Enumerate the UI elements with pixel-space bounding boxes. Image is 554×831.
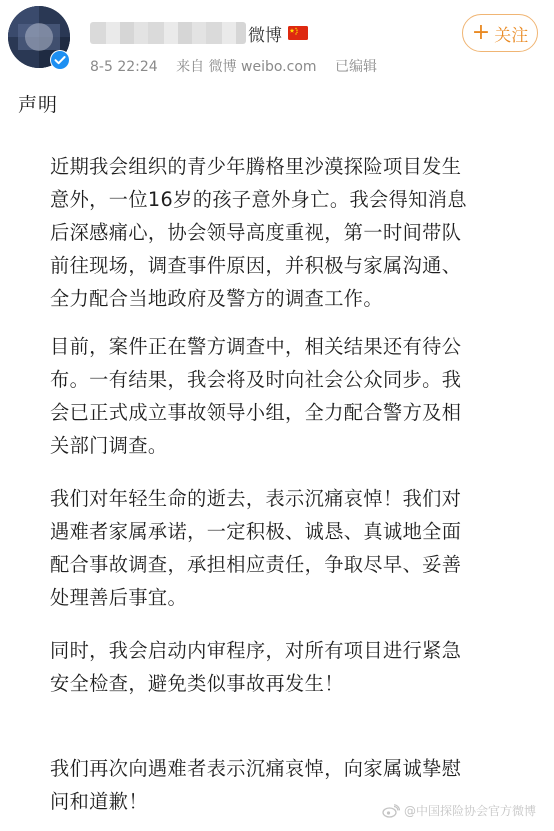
paragraph-line: 问和道歉！: [50, 790, 148, 813]
paragraph-line: 会已正式成立事故领导小组，全力配合警方及相: [50, 401, 462, 424]
blurred-name: [90, 22, 246, 44]
watermark: [382, 802, 536, 819]
paragraph: [50, 150, 512, 315]
paragraph-line: 遇难者家属承诺，一定积极、诚恳、真诚地全面: [50, 520, 462, 543]
paragraph-line: 布。一有结果，我会将及时向社会公众同步。我: [50, 368, 462, 391]
plus-icon: +: [471, 20, 491, 45]
follow-button[interactable]: [462, 14, 538, 52]
paragraph-line: 目前，案件正在警方调查中，相关结果还有待公: [50, 335, 462, 358]
paragraph-line: 关部门调查。: [50, 434, 168, 457]
post-header: [0, 0, 554, 84]
paragraph-line: 前往现场，调查事件原因，并积极与家属沟通、: [50, 254, 462, 277]
weibo-logo-icon: [382, 804, 400, 818]
post-source[interactable]: 来自 微博 weibo.com: [176, 59, 317, 75]
china-flag-icon: [288, 26, 308, 40]
paragraph: [50, 482, 512, 614]
post-timestamp: 8-5 22:24: [90, 59, 158, 75]
account-name-suffix: 微博: [248, 25, 282, 46]
watermark-text: @中国探险协会官方微博: [403, 804, 536, 818]
paragraph-line: 意外，一位16岁的孩子意外身亡。我会得知消息: [50, 188, 467, 211]
post-title: 声明: [18, 94, 59, 116]
edited-label[interactable]: 已编辑: [335, 59, 377, 75]
paragraph-line: 全力配合当地政府及警方的调查工作。: [50, 287, 383, 310]
paragraph-line: 处理善后事宜。: [50, 586, 188, 609]
paragraph-line: 同时，我会启动内审程序，对所有项目进行紧急: [50, 639, 462, 662]
paragraph-line: 我们对年轻生命的逝去，表示沉痛哀悼！我们对: [50, 487, 462, 510]
paragraph: [50, 634, 512, 700]
paragraph-line: 后深感痛心，协会领导高度重视，第一时间带队: [50, 221, 462, 244]
paragraph-line: 近期我会组织的青少年腾格里沙漠探险项目发生: [50, 155, 462, 178]
paragraph-line: 安全检查，避免类似事故再发生！: [50, 672, 344, 695]
follow-label: 关注: [494, 25, 529, 46]
verified-badge-icon: [50, 50, 70, 70]
account-name[interactable]: [90, 20, 308, 46]
paragraph-line: 我们再次向遇难者表示沉痛哀悼，向家属诚挚慰: [50, 757, 462, 780]
paragraph-line: 配合事故调查，承担相应责任，争取尽早、妥善: [50, 553, 462, 576]
paragraph: [50, 330, 512, 462]
post-meta: [90, 56, 391, 76]
